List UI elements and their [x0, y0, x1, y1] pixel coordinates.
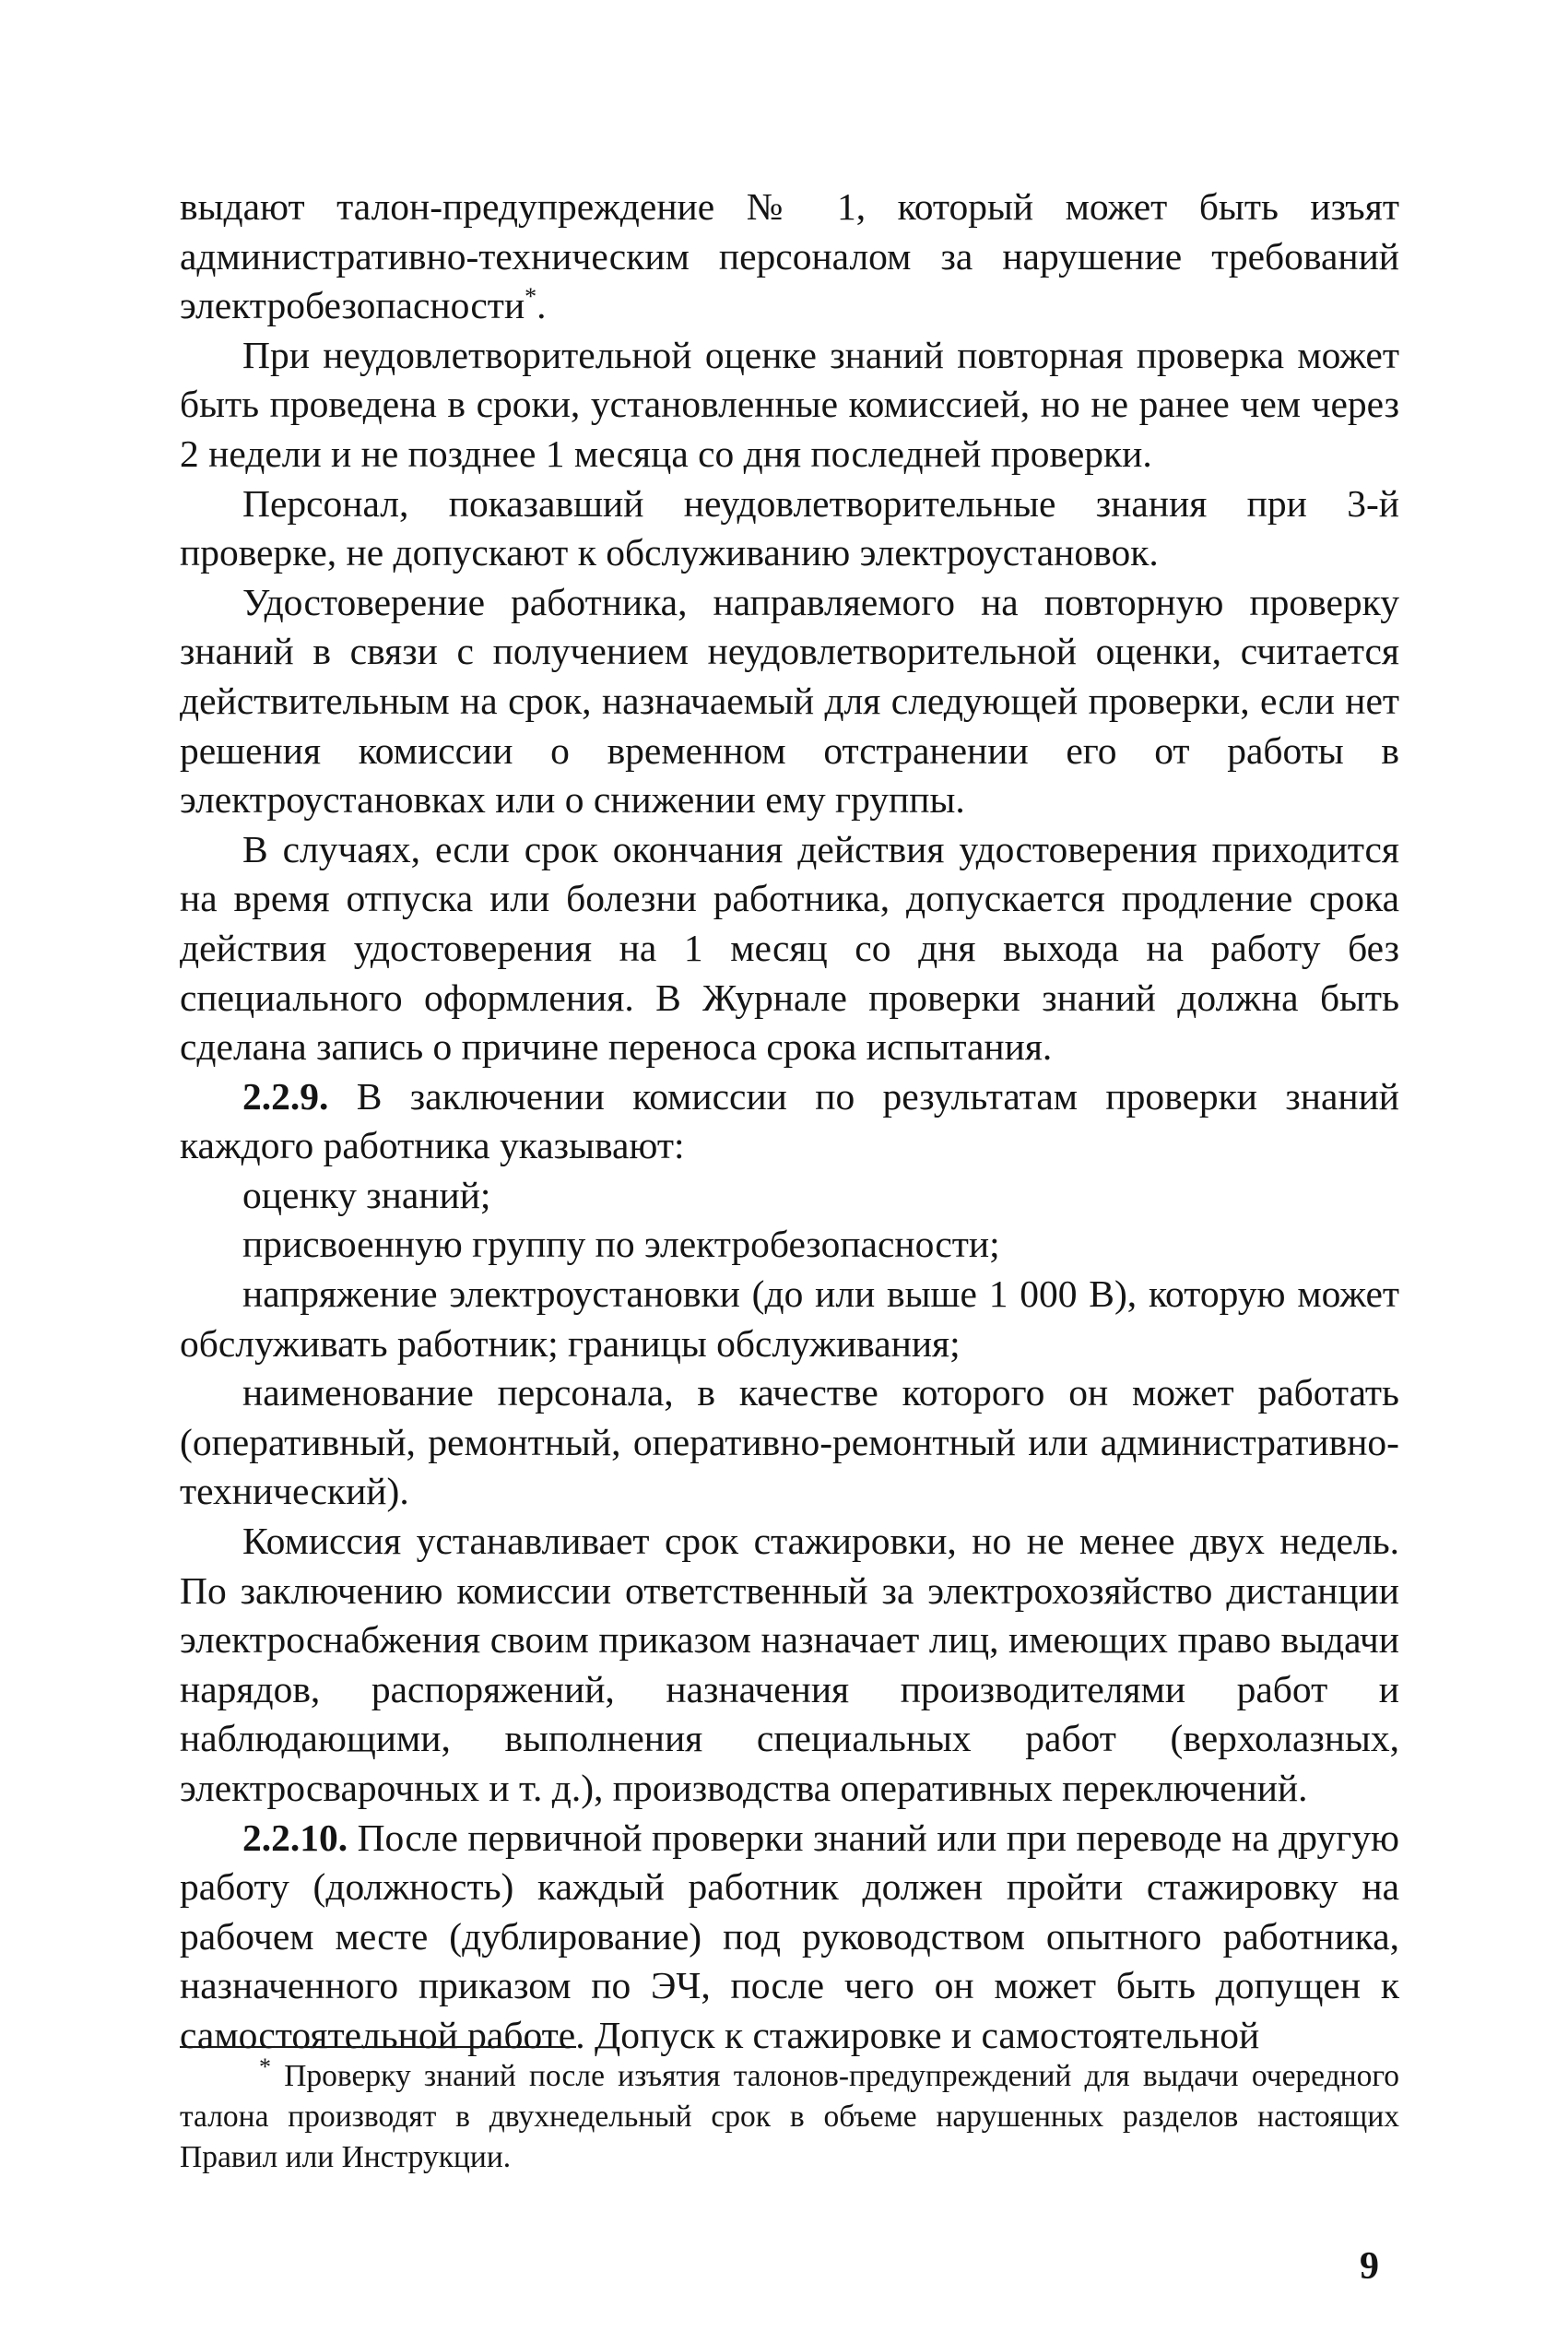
list-item-voltage: напряжение электроустановки (до или выше 1 000 В), которую может обслуживать работник; границы обслуживания; [180, 1272, 1399, 1365]
section-number: 2.2.9. [242, 1074, 329, 1118]
footnote-mark: * [259, 2053, 271, 2080]
paragraph-talon-warning: выдают талон-предупреждение № 1, который может быть изъят административно-техническим персоналом за нарушение требований электробезопасности*. [180, 185, 1399, 327]
section-2-2-9: 2.2.9. В заключении комиссии по результатам проверки знаний каждого работника указывают: [180, 1074, 1399, 1167]
page-number: 9 [1360, 2245, 1379, 2288]
footnote [180, 2053, 1399, 2178]
list-item-safety-group: присвоенную группу по электробезопасности; [242, 1223, 1000, 1266]
list-item-knowledge-score: оценку знаний; [242, 1173, 491, 1216]
main-text [180, 183, 1399, 2061]
footnote-divider [180, 2046, 576, 2048]
list-item-personnel-type: наименование персонала, в качестве которого он может работать (оперативный, ремонтный, оперативно-ремонтный или административно-технический). [180, 1371, 1399, 1513]
paragraph-third-check: Персонал, показавший неудовлетворительные знания при 3-й проверке, не допускают к обслуживанию электроустановок. [180, 481, 1399, 574]
paragraph-repeat-check: При неудовлетворительной оценке знаний повторная проверка может быть проведена в сроки, установленные комиссией, но не ранее чем через 2 недели и не позднее 1 месяца со дня последней проверки. [180, 333, 1399, 475]
section-number: 2.2.10. [242, 1816, 348, 1859]
footnote-reference: * [525, 283, 537, 311]
footnote-text: Проверку знаний после изъятия талонов-предупреждений для выдачи очередного талона производят в двухнедельный срок в объеме нарушенных разделов настоящих Правил или Инструкции. [180, 2059, 1399, 2174]
section-2-2-10: 2.2.10. После первичной проверки знаний или при переводе на другую работу (должность) каждый работник должен пройти стажировку на рабочем месте (дублирование) под руководством опытного работника, назначенного приказом по ЭЧ, после чего он может быть допущен к самостоятельной работе. Допуск к стажировке и самостоятельной [180, 1816, 1399, 2056]
paragraph-internship-term: Комиссия устанавливает срок стажировки, но не менее двух недель. По заключению комиссии ответственный за электрохозяйство дистанции электроснабжения своим приказом назначает лиц, имеющих право выдачи нарядов, распоряжений, назначения производителями работ и наблюдающими, выполнения специальных работ (верхолазных, электросварочных и т. д.), производства оперативных переключений. [180, 1520, 1399, 1809]
paragraph-certificate-extension: В случаях, если срок окончания действия удостоверения приходится на время отпуска или болезни работника, допускается продление срока действия удостоверения на 1 месяц со дня выхода на работу без специального оформления. В Журнале проверки знаний должна быть сделана запись о причине переноса срока испытания. [180, 827, 1399, 1069]
paragraph-certificate-validity: Удостоверение работника, направляемого на повторную проверку знаний в связи с получением неудовлетворительной оценки, считается действительным на срок, назначаемый для следующей проверки, если нет решения комиссии о временном отстранении его от работы в электроустановках или о снижении ему группы. [180, 580, 1399, 822]
